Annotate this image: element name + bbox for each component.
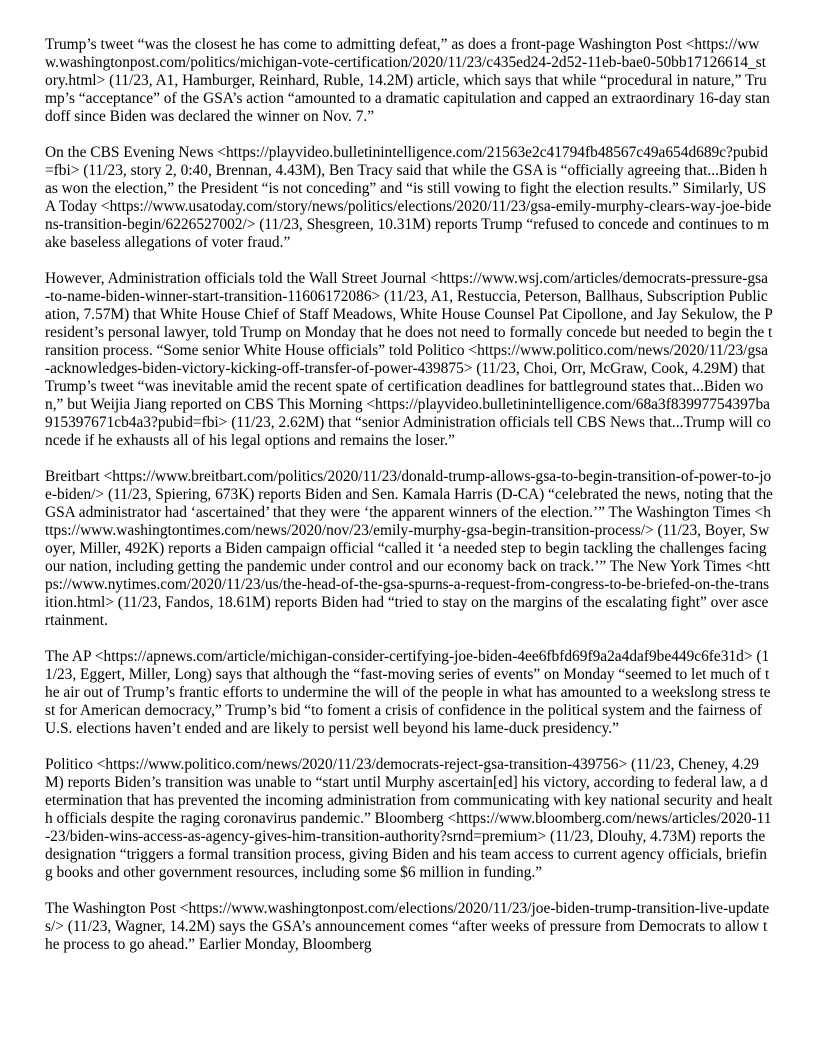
paragraph-washington-post-live-updates: The Washington Post <https://www.washingtonpost.com/elections/2020/11/23/joe-biden-trump-transition-live-updates/> (11/23, Wagner, 14.2M) says the GSA’s announcement comes “after weeks of pressure from Democrats to allow the process to go ahead.” Earlier Monday, Bloomberg <box>45 900 770 953</box>
document-page <box>45 36 773 972</box>
paragraph-cbs-evening-news-usa-today: On the CBS Evening News <https://playvideo.bulletinintelligence.com/21563e2c41794fb48567c49a654d689c?pubid=fbi> (11/23, story 2, 0:40, Brennan, 4.43M), Ben Tracy said that while the GSA is “officially agreeing that...Biden has won the election,” the President “is not conceding” and “is still vowing to fight the election results.” Similarly, USA Today <https://www.usatoday.com/story/news/politics/elections/2020/11/23/gsa-emily-murphy-clears-way-joe-bidens-transition-begin/6226527002/> (11/23, Shesgreen, 10.31M) reports Trump “refused to concede and continues to make baseless allegations of voter fraud.” <box>45 144 772 251</box>
paragraph-breitbart-times-nyt: Breitbart <https://www.breitbart.com/politics/2020/11/23/donald-trump-allows-gsa-to-begin-transition-of-power-to-joe-biden/> (11/23, Spiering, 673K) reports Biden and Sen. Kamala Harris (D-CA) “celebrated the news, noting that the GSA administrator had ‘ascertained’ that they were ‘the apparent winners of the election.’” The Washington Times <https://www.washingtontimes.com/news/2020/nov/23/emily-murphy-gsa-begin-transition-process/> (11/23, Boyer, Swoyer, Miller, 492K) reports a Biden campaign official “called it ‘a needed step to begin tackling the challenges facing our nation, including getting the pandemic under control and our economy back on track.’” The New York Times <https://www.nytimes.com/2020/11/23/us/the-head-of-the-gsa-spurns-a-request-from-congress-to-be-briefed-on-the-transition.html> (11/23, Fandos, 18.61M) reports Biden had “tried to stay on the margins of the escalating fight” over ascertainment. <box>45 468 773 629</box>
paragraph-wsj-politico-cbs-morning: However, Administration officials told the Wall Street Journal <https://www.wsj.com/articles/democrats-pressure-gsa-to-name-biden-winner-start-transition-11606172086> (11/23, A1, Restuccia, Peterson, Ballhaus, Subscription Publication, 7.57M) that White House Chief of Staff Meadows, White House Counsel Pat Cipollone, and Jay Sekulow, the President’s personal lawyer, told Trump on Monday that he does not need to formally concede but needed to begin the transition process. “Some senior White House officials” told Politico <https://www.politico.com/news/2020/11/23/gsa-acknowledges-biden-victory-kicking-off-transfer-of-power-439875> (11/23, Choi, Orr, McGraw, Cook, 4.29M) that Trump’s tweet “was inevitable amid the recent spate of certification deadlines for battleground states that...Biden won,” but Weijia Jiang reported on CBS This Morning <https://playvideo.bulletinintelligence.com/68a3f83997754397ba915397671cb4a3?pubid=fbi> (11/23, 2.62M) that “senior Administration officials tell CBS News that...Trump will concede if he exhausts all of his legal options and remains the loser.” <box>45 270 773 449</box>
paragraph-trump-tweet-washington-post: Trump’s tweet “was the closest he has come to admitting defeat,” as does a front-page Washington Post <https://www.washingtonpost.com/politics/michigan-vote-certification/2020/11/23/c435ed24-2d52-11eb-bae0-50bb17126614_story.html> (11/23, A1, Hamburger, Reinhard, Ruble, 14.2M) article, which says that while “procedural in nature,” Trump’s “acceptance” of the GSA’s action “amounted to a dramatic capitulation and capped an extraordinary 16-day standoff since Biden was declared the winner on Nov. 7.” <box>45 36 770 125</box>
paragraph-politico-bloomberg: Politico <https://www.politico.com/news/2020/11/23/democrats-reject-gsa-transition-439756> (11/23, Cheney, 4.29M) reports Biden’s transition was unable to “start until Murphy ascertain[ed] his victory, according to federal law, a determination that has prevented the incoming administration from communicating with key national security and health officials despite the raging coronavirus pandemic.” Bloomberg <https://www.bloomberg.com/news/articles/2020-11-23/biden-wins-access-as-agency-gives-him-transition-authority?srnd=premium> (11/23, Dlouhy, 4.73M) reports the designation “triggers a formal transition process, giving Biden and his team access to current agency officials, briefing books and other government resources, including some $6 million in funding.” <box>45 756 773 881</box>
paragraph-ap: The AP <https://apnews.com/article/michigan-consider-certifying-joe-biden-4ee6fbfd69f9a2a4daf9be449c6fe31d> (11/23, Eggert, Miller, Long) says that although the “fast-moving series of events” on Monday “seemed to let much of the air out of Trump’s frantic efforts to undermine the will of the people in what has amounted to a weekslong stress test for American democracy,” Trump’s bid “to foment a crisis of confidence in the political system and the fairness of U.S. elections haven’t ended and are likely to persist well beyond his lame-duck presidency.” <box>45 648 771 737</box>
